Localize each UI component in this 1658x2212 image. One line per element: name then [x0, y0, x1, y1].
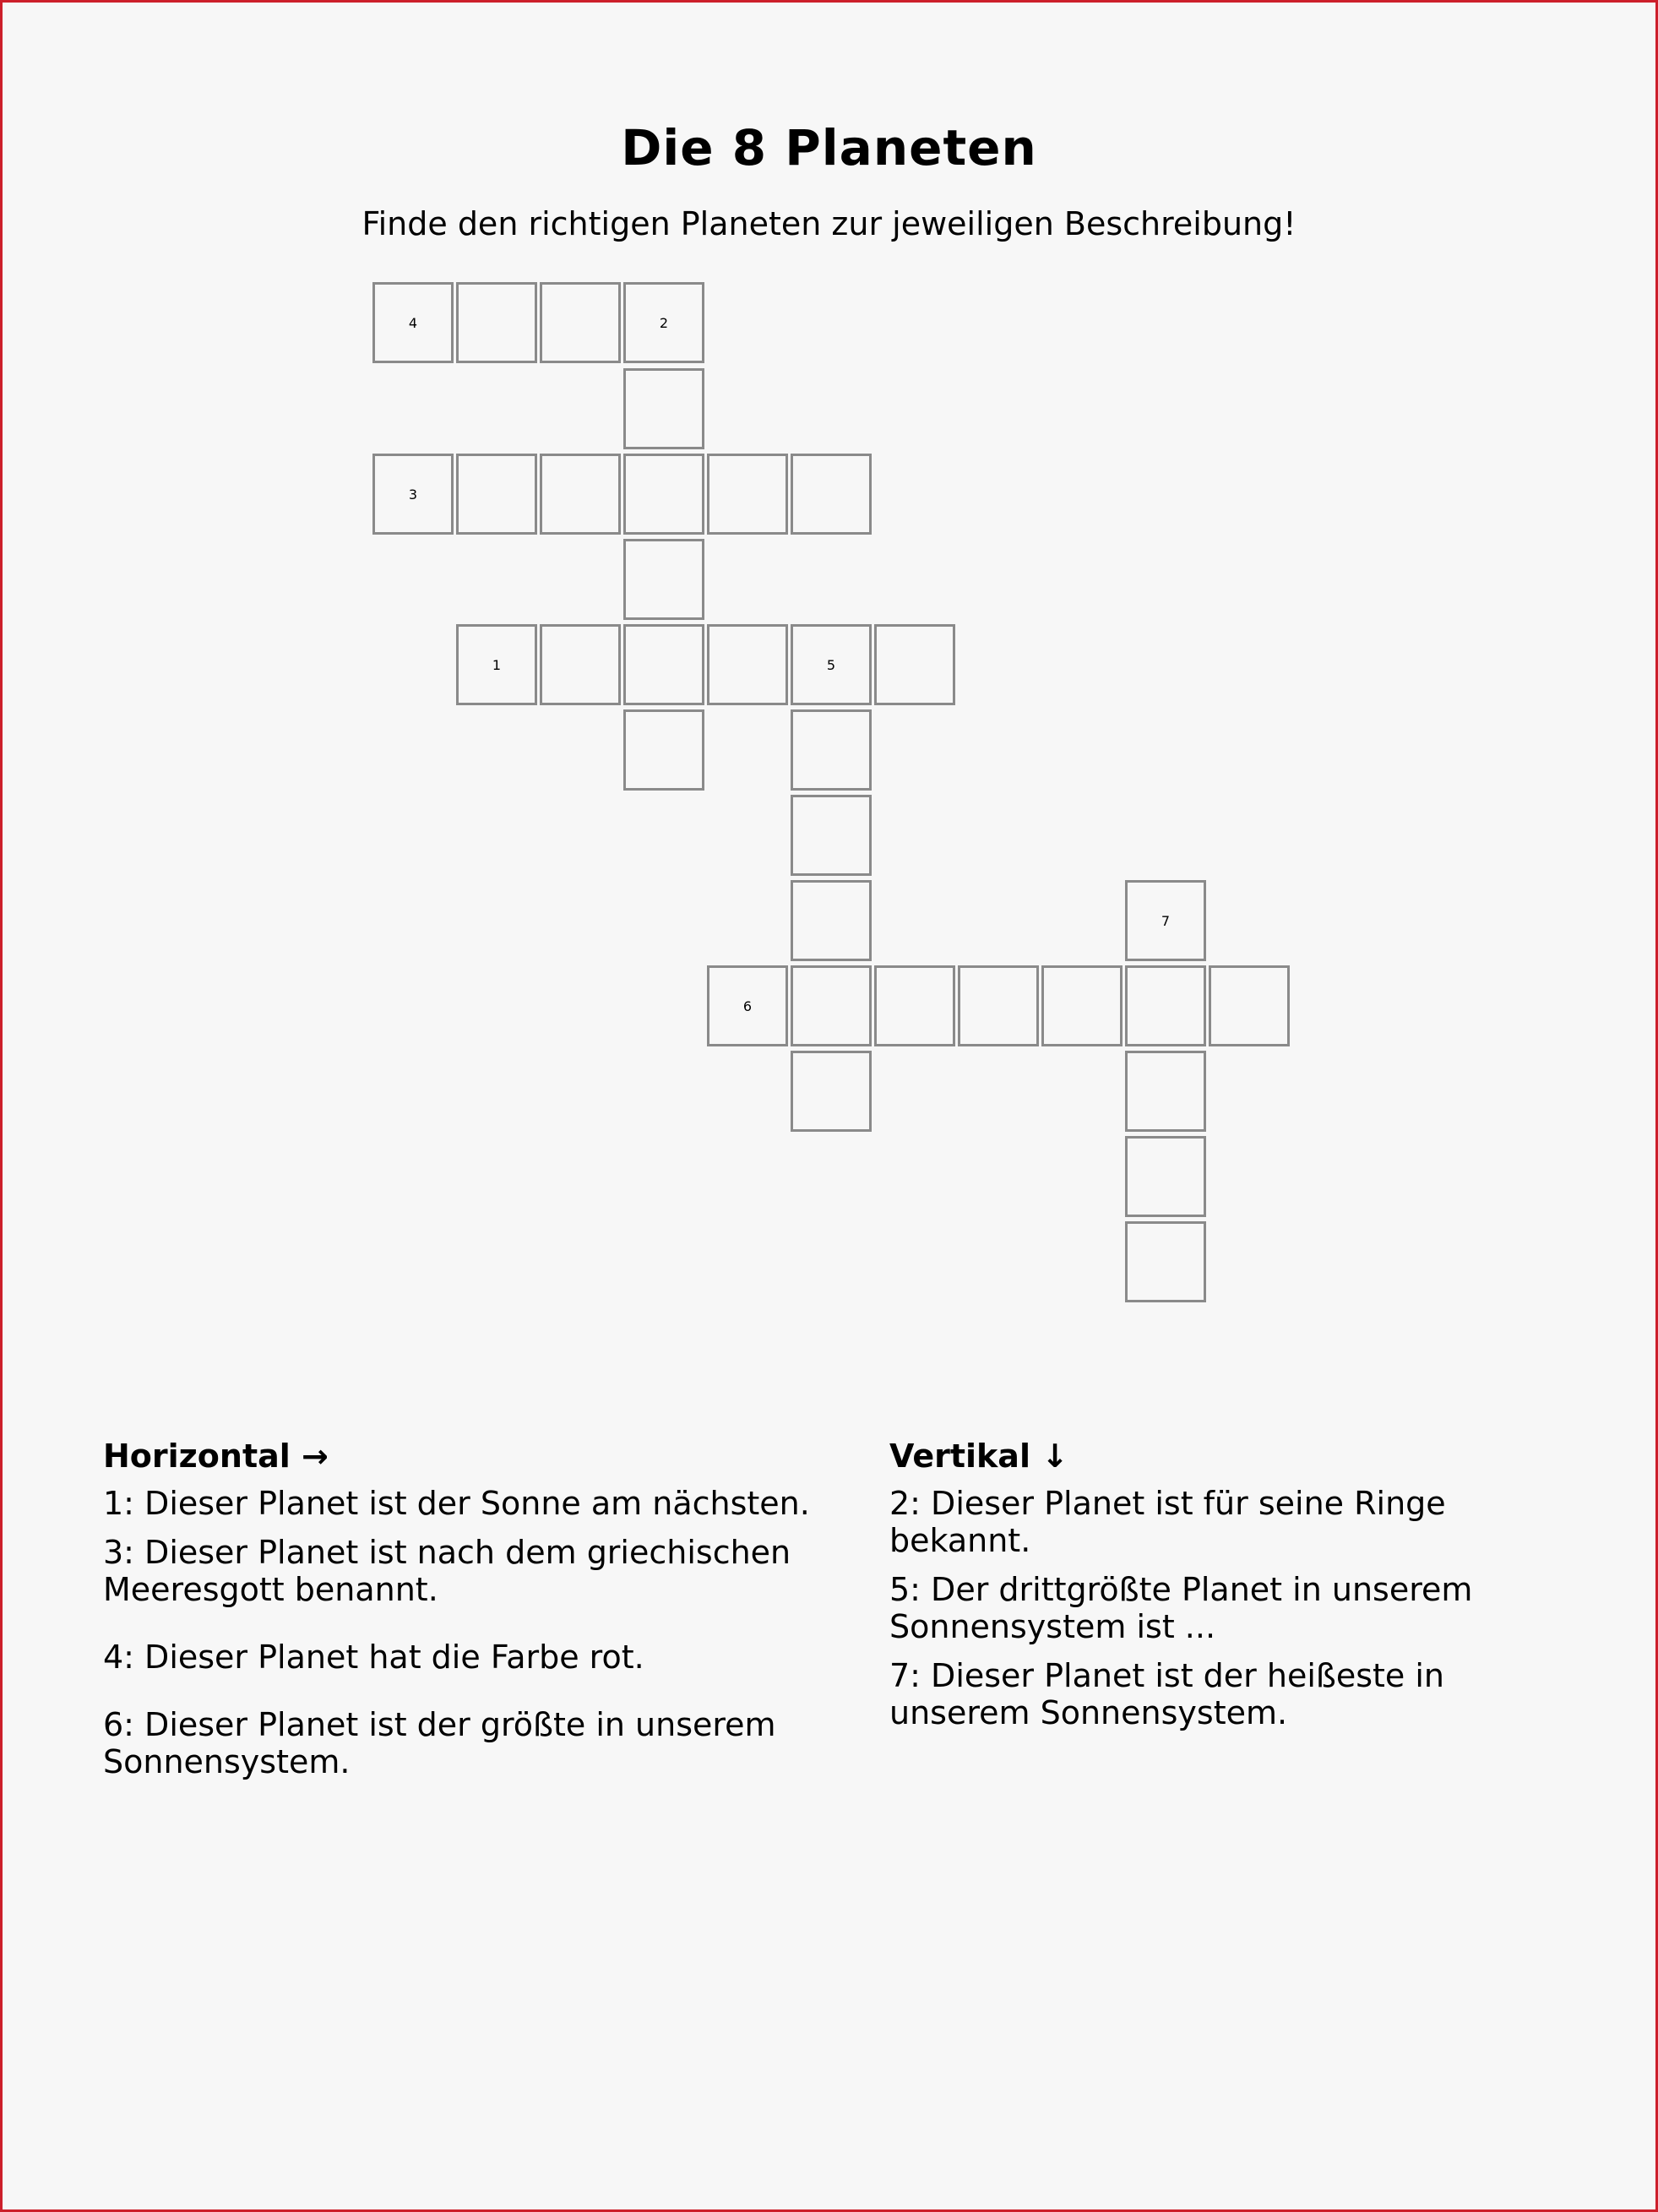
crossword-cell[interactable] [456, 454, 537, 535]
crossword-grid [3, 3, 1658, 1354]
crossword-cell[interactable] [456, 282, 537, 363]
crossword-cell[interactable] [372, 454, 454, 535]
crossword-cell[interactable] [372, 282, 454, 363]
clue-item: 2: Dieser Planet ist für seine Ringe bekannt. [889, 1485, 1446, 1559]
crossword-cell[interactable] [1125, 880, 1206, 961]
crossword-cell[interactable] [623, 709, 704, 791]
crossword-cell[interactable] [791, 965, 872, 1046]
crossword-cell[interactable] [623, 539, 704, 620]
clue-item: 7: Dieser Planet ist der heißeste in unserem Sonnensystem. [889, 1657, 1445, 1731]
clue-number-2: 2 [659, 314, 669, 331]
clue-item: 1: Dieser Planet ist der Sonne am nächsten. [103, 1485, 810, 1522]
crossword-cell[interactable] [874, 965, 955, 1046]
clue-number-7: 7 [1161, 912, 1171, 929]
crossword-cell[interactable] [1125, 1221, 1206, 1302]
crossword-cell[interactable] [623, 624, 704, 705]
crossword-cell[interactable] [791, 709, 872, 791]
horizontal-clues [103, 1434, 863, 1792]
crossword-cell[interactable] [540, 454, 621, 535]
crossword-cell[interactable] [791, 1051, 872, 1132]
crossword-cell[interactable] [707, 454, 788, 535]
clue-item: 5: Der drittgrößte Planet in unserem Sonnensystem ist ... [889, 1571, 1473, 1645]
crossword-cell[interactable] [623, 454, 704, 535]
crossword-cell[interactable] [1041, 965, 1123, 1046]
clue-number-4: 4 [408, 314, 418, 331]
clue-number-6: 6 [742, 997, 753, 1014]
crossword-cell[interactable] [874, 624, 955, 705]
clue-item: 3: Dieser Planet ist nach dem griechischen Meeresgott benannt. [103, 1534, 791, 1608]
clue-item: 4: Dieser Planet hat die Farbe rot. [103, 1639, 644, 1676]
page-subtitle: Finde den richtigen Planeten zur jeweiligen Beschreibung! [361, 205, 1297, 242]
page-title: Die 8 Planeten [621, 119, 1037, 177]
crossword-cell[interactable] [791, 880, 872, 961]
crossword-cell[interactable] [791, 795, 872, 876]
crossword-cell[interactable] [791, 624, 872, 705]
crossword-cell[interactable] [958, 965, 1039, 1046]
vertical-clues [889, 1434, 1582, 1743]
crossword-cell[interactable] [791, 454, 872, 535]
crossword-cell[interactable] [623, 282, 704, 363]
clue-number-5: 5 [826, 656, 836, 673]
crossword-cell[interactable] [707, 624, 788, 705]
crossword-cell[interactable] [540, 624, 621, 705]
vertical-heading: Vertikal ↓ [889, 1438, 1069, 1475]
crossword-cell[interactable] [1209, 965, 1290, 1046]
clue-number-1: 1 [492, 656, 502, 673]
crossword-cell[interactable] [707, 965, 788, 1046]
crossword-cell[interactable] [456, 624, 537, 705]
clue-number-3: 3 [408, 486, 418, 503]
crossword-cell[interactable] [1125, 1136, 1206, 1217]
crossword-cell[interactable] [623, 368, 704, 449]
crossword-cell[interactable] [1125, 965, 1206, 1046]
horizontal-heading: Horizontal → [103, 1438, 329, 1475]
crossword-cell[interactable] [1125, 1051, 1206, 1132]
crossword-cell[interactable] [540, 282, 621, 363]
clue-item: 6: Dieser Planet ist der größte in unserem Sonnensystem. [103, 1706, 776, 1780]
